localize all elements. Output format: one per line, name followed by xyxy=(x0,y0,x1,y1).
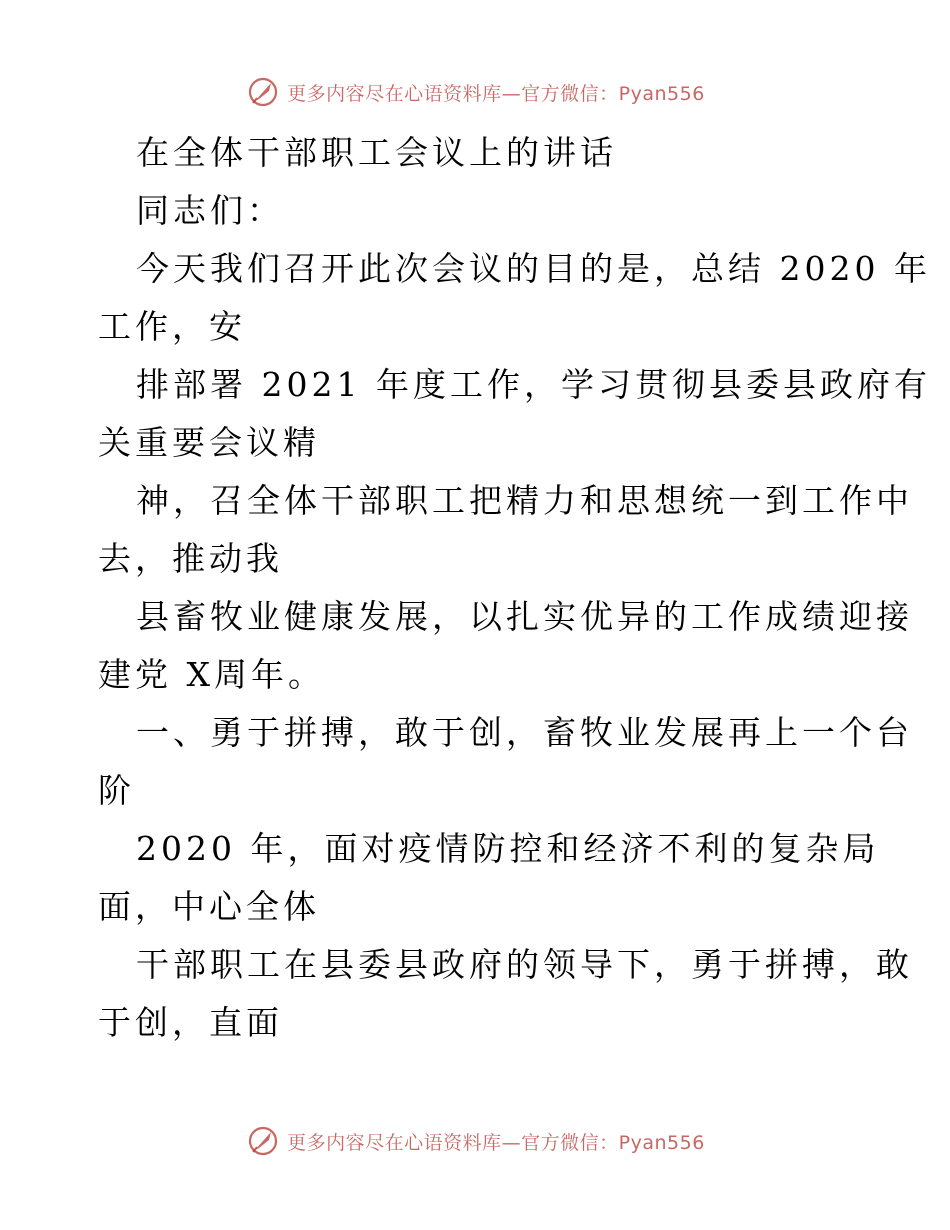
doc-line: 阶 xyxy=(98,771,135,810)
doc-line: 一、勇于拼搏，敢于创，畜牧业发展再上一个台 xyxy=(136,713,913,752)
doc-line: 关重要会议精 xyxy=(98,423,320,462)
doc-line: 干部职工在县委县政府的领导下，勇于拼搏，敢 xyxy=(136,945,913,984)
watermark-text: 更多内容尽在心语资料库—官方微信：Pyan556 xyxy=(287,82,705,105)
quill-pen-circle-icon xyxy=(245,74,281,110)
footer-watermark xyxy=(0,1121,950,1161)
watermark-text: 更多内容尽在心语资料库—官方微信：Pyan556 xyxy=(287,1131,705,1154)
doc-line: 面，中心全体 xyxy=(98,887,320,926)
doc-line: 同志们： xyxy=(136,191,284,230)
doc-line: 工作，安 xyxy=(98,307,246,346)
doc-line: 神，召全体干部职工把精力和思想统一到工作中 xyxy=(136,481,913,520)
quill-pen-circle-icon xyxy=(245,1123,281,1159)
doc-line: 县畜牧业健康发展，以扎实优异的工作成绩迎接 xyxy=(136,597,913,636)
doc-line: 去，推动我 xyxy=(98,539,283,578)
document-body xyxy=(98,124,931,1052)
doc-line: 在全体干部职工会议上的讲话 xyxy=(136,133,617,172)
doc-line: 于创，直面 xyxy=(98,1003,283,1042)
doc-line: 2020 年，面对疫情防控和经济不利的复杂局 xyxy=(136,829,880,868)
doc-line: 今天我们召开此次会议的目的是，总结 2020 年 xyxy=(136,249,931,288)
doc-line: 排部署 2021 年度工作，学习贯彻县委县政府有 xyxy=(136,365,931,404)
header-watermark xyxy=(0,72,950,112)
doc-line: 建党 X周年。 xyxy=(98,655,325,694)
